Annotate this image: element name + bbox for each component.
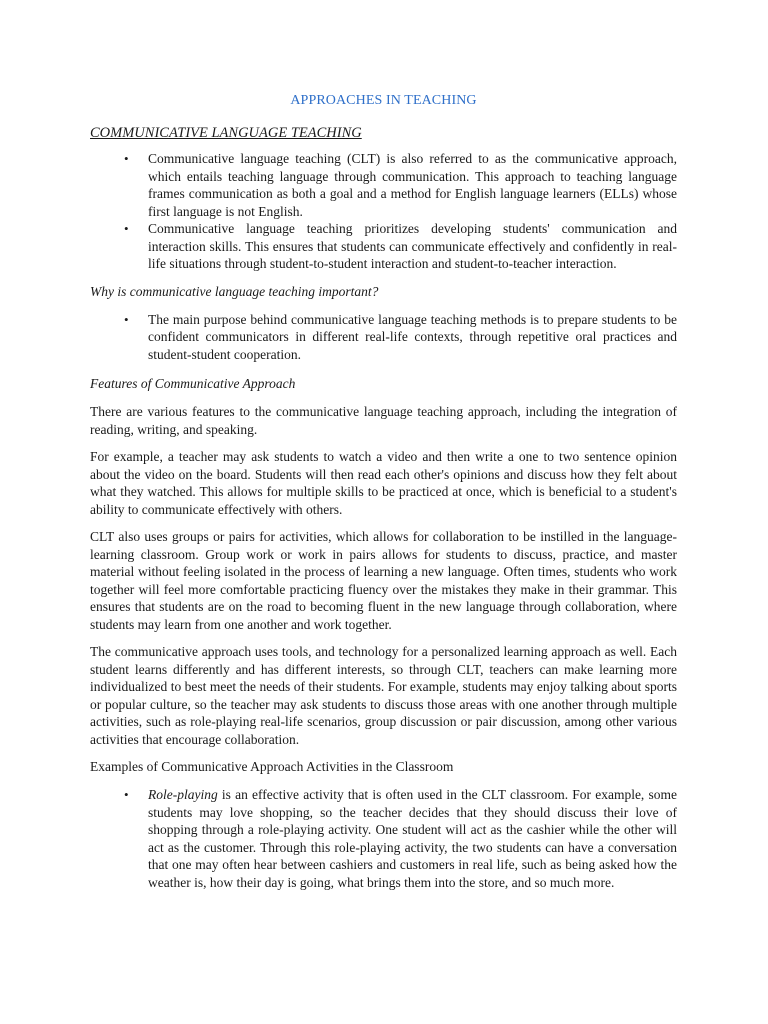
- document-title: APPROACHES IN TEACHING: [290, 93, 477, 108]
- list-item-text: Communicative language teaching prioritizes developing students' communication and interaction skills. This ensures that students can communicate effectively and confidently in real-life situations through student-to-student interaction and student-to-teacher interaction.: [148, 221, 677, 271]
- list-item-text: The main purpose behind communicative language teaching methods is to prepare students to be confident communicators in different real-life contexts, through repetitive oral practices and student-student cooperation.: [148, 311, 677, 362]
- paragraph: For example, a teacher may ask students to watch a video and then write a one to two sentence opinion about the video on the board. Students will then read each other's opinions and discuss how they felt about what they watched. This allows for multiple skills to be practiced at once, which is beneficial to a student's ability to communicate effectively with others.: [90, 449, 677, 517]
- section-heading: COMMUNICATIVE LANGUAGE TEACHING: [90, 125, 362, 141]
- list-item: [90, 220, 677, 273]
- bullet-icon: •: [124, 221, 129, 236]
- bullet-icon: •: [124, 787, 129, 802]
- paragraph: The communicative approach uses tools, and technology for a personalized learning approach as well. Each student learns differently and has different interests, so through CLT, teachers can make learning more individualized to best meet the needs of their students. For example, students may enjoy talking about sports or popular culture, so the teacher may ask students to discuss those areas with one another through multiple activities, such as role-playing real-life scenarios, group discussion or pair discussion, among other various activities that encourage collaboration.: [90, 644, 677, 747]
- bullet-icon: •: [124, 151, 129, 166]
- document-page: [90, 92, 677, 901]
- list-item-text: Communicative language teaching (CLT) is also referred to as the communicative approach, which entails teaching language through communication. This approach to teaching language frames communication as both a goal and a method for English language learners (ELLs) whose first language is not English.: [148, 151, 677, 219]
- list-item: [90, 150, 677, 220]
- example-text: is an effective activity that is often used in the CLT classroom. For example, some students may love shopping, so the teacher decides that they should discuss their love of shopping through a role-playing activity. One student will act as the cashier while the other will act as the customer. Through this role-playing activity, the two students can have a conversation that one may often hear between cashiers and customers in real life, such as being asked how the weather is, how their day is going, what brings them into the store, and so much more.: [148, 787, 677, 890]
- examples-heading: Examples of Communicative Approach Activities in the Classroom: [90, 759, 454, 774]
- bullet-icon: •: [124, 311, 129, 327]
- paragraph: CLT also uses groups or pairs for activities, which allows for collaboration to be instilled in the language-learning classroom. Group work or work in pairs allows for students to discuss, practice, and master material without feeling isolated in the process of learning a new language. Often times, students who work together will feel more comfortable practicing fluency over the mistakes they make in their grammar. This ensures that students are on the road to becoming fluent in the new language through collaboration, where students may learn from one another and work together.: [90, 529, 677, 632]
- examples-bullet-list: [90, 786, 677, 891]
- intro-bullet-list: [90, 150, 677, 273]
- list-item: [90, 311, 677, 364]
- why-bullet-list: [90, 311, 677, 364]
- paragraph: There are various features to the communicative language teaching approach, including the integration of reading, writing, and speaking.: [90, 404, 677, 437]
- example-term: Role-playing: [148, 787, 218, 802]
- features-heading: Features of Communicative Approach: [90, 376, 296, 391]
- list-item: [90, 786, 677, 891]
- why-heading: Why is communicative language teaching important?: [90, 283, 379, 299]
